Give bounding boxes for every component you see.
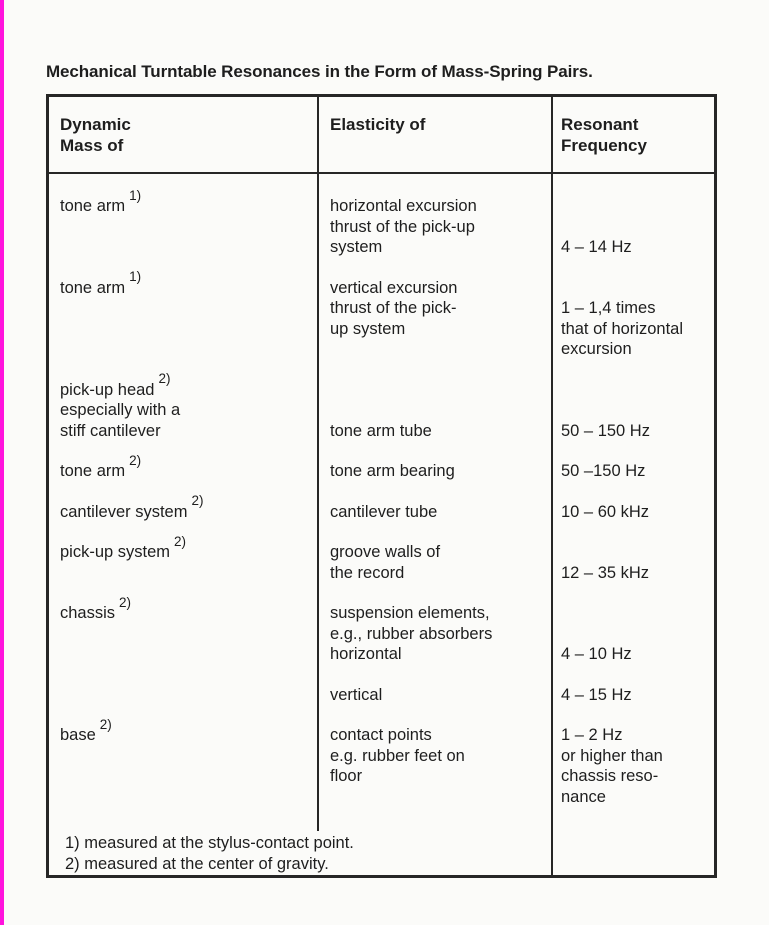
cell-line: base$^{2)}$ — [60, 716, 112, 744]
mass-cell — [49, 371, 319, 442]
footnote-marker: 2) — [191, 493, 204, 508]
cell-line: horizontal — [330, 645, 402, 663]
cell-line: or higher than — [561, 746, 663, 765]
footnote-marker: 2) — [119, 594, 132, 610]
table-row — [49, 493, 714, 523]
footnotes-cell — [49, 833, 553, 875]
cell-line: nance — [561, 787, 606, 806]
cell-line: contact points — [330, 726, 432, 744]
elasticity-cell — [319, 603, 553, 665]
footnote-marker: 2) — [174, 533, 187, 549]
cell-line: 50 – 150 Hz — [561, 421, 650, 440]
mass-cell — [49, 187, 319, 258]
mass-cell — [49, 533, 319, 583]
cell-line: up system — [330, 319, 406, 338]
footnote-marker: 2) — [99, 716, 112, 732]
cell-line: that of horizontal — [561, 319, 683, 338]
footnote-empty-cell — [553, 833, 714, 875]
footnote-line: 2) measured at the center of gravity. — [65, 854, 329, 873]
cell-line: especially with a — [60, 401, 181, 419]
frequency-cell — [553, 502, 714, 523]
table-body — [49, 174, 714, 827]
elasticity-cell — [319, 380, 553, 442]
table-row — [49, 533, 714, 583]
footnote-marker: 2) — [158, 371, 171, 386]
footnote-marker: 1) — [129, 269, 142, 284]
frequency-cell — [553, 542, 714, 583]
column-divider-1 — [317, 97, 319, 831]
cell-line: e.g., rubber absorbers — [330, 624, 493, 643]
header-resonant-frequency — [553, 115, 714, 172]
header-dynamic-mass — [49, 115, 319, 172]
cell-line: tone arm$^{2)}$ — [60, 452, 142, 480]
mass-cell — [49, 716, 319, 807]
cell-line: tone arm bearing — [330, 462, 455, 480]
table-row — [49, 371, 714, 442]
table-row — [49, 187, 714, 258]
cell-line: cantilever system$^{2)}$ — [60, 493, 204, 521]
cell-line: 50 –150 Hz — [561, 462, 646, 480]
cell-line: 1 – 2 Hz — [561, 726, 623, 744]
cell-line: 4 – 15 Hz — [561, 685, 632, 704]
header-line: Elasticity of — [330, 115, 426, 134]
frequency-cell — [553, 380, 714, 442]
resonance-table — [46, 94, 717, 878]
elasticity-cell — [319, 725, 553, 807]
elasticity-cell — [319, 278, 553, 360]
frequency-cell — [553, 278, 714, 360]
cell-line: the record — [330, 563, 405, 582]
table-row — [49, 716, 714, 807]
frequency-cell — [553, 196, 714, 258]
cell-line: vertical excursion — [330, 278, 458, 297]
header-elasticity — [319, 115, 553, 172]
cell-line: cantilever tube — [330, 502, 438, 521]
table-footnotes-row — [49, 831, 714, 875]
cell-line: floor — [330, 767, 363, 785]
elasticity-cell — [319, 542, 553, 583]
mass-cell — [49, 452, 319, 482]
cell-line: excursion — [561, 340, 632, 358]
cell-line: 1 – 1,4 times — [561, 299, 656, 317]
elasticity-cell — [319, 685, 553, 706]
cell-line: e.g. rubber feet on — [330, 746, 465, 765]
column-divider-2 — [551, 97, 553, 875]
header-line: Frequency — [561, 135, 647, 155]
elasticity-cell — [319, 196, 553, 258]
elasticity-cell — [319, 461, 553, 482]
cell-line: chassis$^{2)}$ — [60, 594, 132, 622]
mass-cell — [49, 685, 319, 706]
mass-cell — [49, 594, 319, 665]
header-line: Resonant — [561, 115, 639, 134]
frequency-cell — [553, 725, 714, 807]
cell-line: tone arm$^{1)}$ — [60, 269, 142, 297]
table-row — [49, 685, 714, 706]
header-line: Mass of — [60, 135, 124, 155]
elasticity-cell — [319, 502, 553, 523]
header-line: Dynamic — [60, 115, 131, 134]
mass-cell — [49, 269, 319, 360]
cell-line: stiff cantilever — [60, 421, 161, 440]
cell-line: 10 – 60 kHz — [561, 502, 650, 521]
cell-line: groove walls of — [330, 543, 441, 561]
cell-line: thrust of the pick- — [330, 299, 457, 317]
cell-line: tone arm$^{1)}$ — [60, 187, 142, 215]
cell-line: 12 – 35 kHz — [561, 563, 650, 582]
cell-line: vertical — [330, 685, 383, 704]
footnote-marker: 1) — [129, 187, 142, 203]
cell-line: 4 – 10 Hz — [561, 645, 632, 663]
cell-line: suspension elements, — [330, 604, 490, 622]
cell-line: pick-up head$^{2)}$ — [60, 371, 171, 399]
scan-edge-strip — [0, 0, 4, 925]
page-title: Mechanical Turntable Resonances in the Form of Mass-Spring Pairs. — [46, 62, 593, 81]
footnote-marker: 2) — [129, 452, 142, 468]
cell-line: horizontal excursion — [330, 197, 477, 215]
cell-line: tone arm tube — [330, 421, 432, 440]
cell-line: 4 – 14 Hz — [561, 238, 632, 256]
mass-cell — [49, 493, 319, 523]
footnote-line: 1) measured at the stylus-contact point. — [65, 834, 354, 852]
frequency-cell — [553, 603, 714, 665]
frequency-cell — [553, 461, 714, 482]
frequency-cell — [553, 685, 714, 706]
table-header-row — [49, 97, 714, 174]
cell-line: system — [330, 238, 383, 256]
cell-line: thrust of the pick-up — [330, 217, 475, 236]
table-row — [49, 452, 714, 482]
cell-line: chassis reso- — [561, 767, 659, 785]
table-row — [49, 594, 714, 665]
cell-line: pick-up system$^{2)}$ — [60, 533, 187, 561]
table-row — [49, 269, 714, 360]
